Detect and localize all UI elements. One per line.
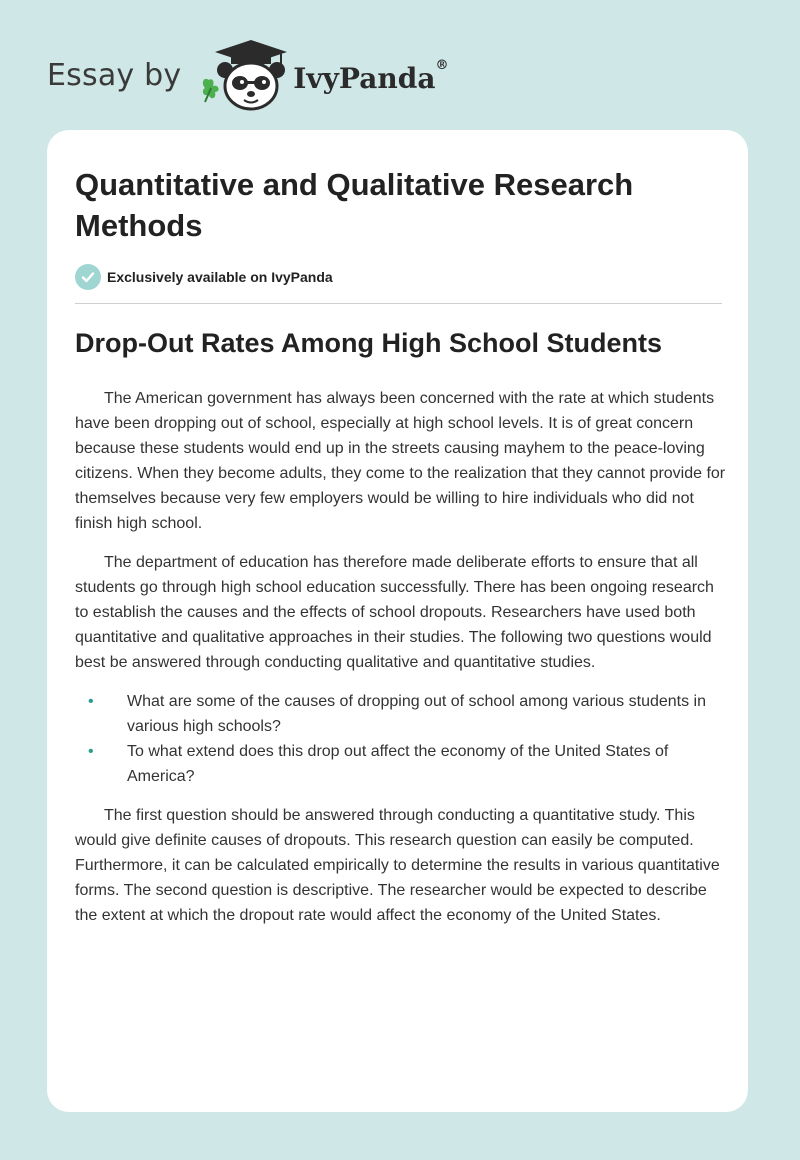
check-icon xyxy=(75,264,101,290)
registered-mark: ® xyxy=(435,57,449,73)
section-heading: Drop-Out Rates Among High School Students xyxy=(75,328,662,358)
brand-name[interactable] xyxy=(293,57,449,95)
essay-body xyxy=(75,386,727,942)
essay-card xyxy=(47,130,748,1112)
paragraph: The department of education has therefore made deliberate efforts to ensure that all students go through high school education successfully. There has been ongoing research to establish the causes and the effects of school dropouts. Researchers have used both quantitative and qualitative approaches in their studies. The following two questions would best be answered through conducting qualitative and quantitative studies. xyxy=(75,554,714,671)
list-item xyxy=(75,689,727,739)
list-item xyxy=(75,739,727,789)
list-item-text: To what extend does this drop out affect the economy of the United States of America? xyxy=(127,743,669,785)
bullet-icon: • xyxy=(88,693,94,710)
list-item-text: What are some of the causes of dropping out of school among various students in various high schools? xyxy=(127,693,706,735)
ivy-leaf-icon xyxy=(203,79,219,102)
question-list xyxy=(75,689,727,789)
essay-by-label: Essay by xyxy=(47,57,182,93)
exclusive-text: Exclusively available on IvyPanda xyxy=(107,269,333,285)
exclusive-badge xyxy=(75,263,333,291)
divider xyxy=(75,303,722,304)
essay-title: Quantitative and Qualitative Research Methods xyxy=(75,167,634,243)
paragraph: The American government has always been concerned with the rate at which students have been dropping out of school, especially at high school levels. It is of great concern because these students would end up in the streets causing mayhem to the peace-loving citizens. When they become adults, they come to the realization that they cannot provide for themselves because very few employers would be willing to hire individuals who did not finish high school. xyxy=(75,390,726,532)
paragraph: The first question should be answered through conducting a quantitative study. This would give definite causes of dropouts. This research question can easily be computed. Furthermore, it can be calculated empirically to determine the results in various quantitative forms. The second question is descriptive. The researcher would be expected to describe the extent at which the dropout rate would affect the economy of the United States. xyxy=(75,807,720,924)
bullet-icon: • xyxy=(88,743,94,760)
panda-graduate-icon[interactable] xyxy=(195,36,287,112)
site-header xyxy=(47,34,567,114)
brand-text: IvyPanda xyxy=(293,61,436,95)
